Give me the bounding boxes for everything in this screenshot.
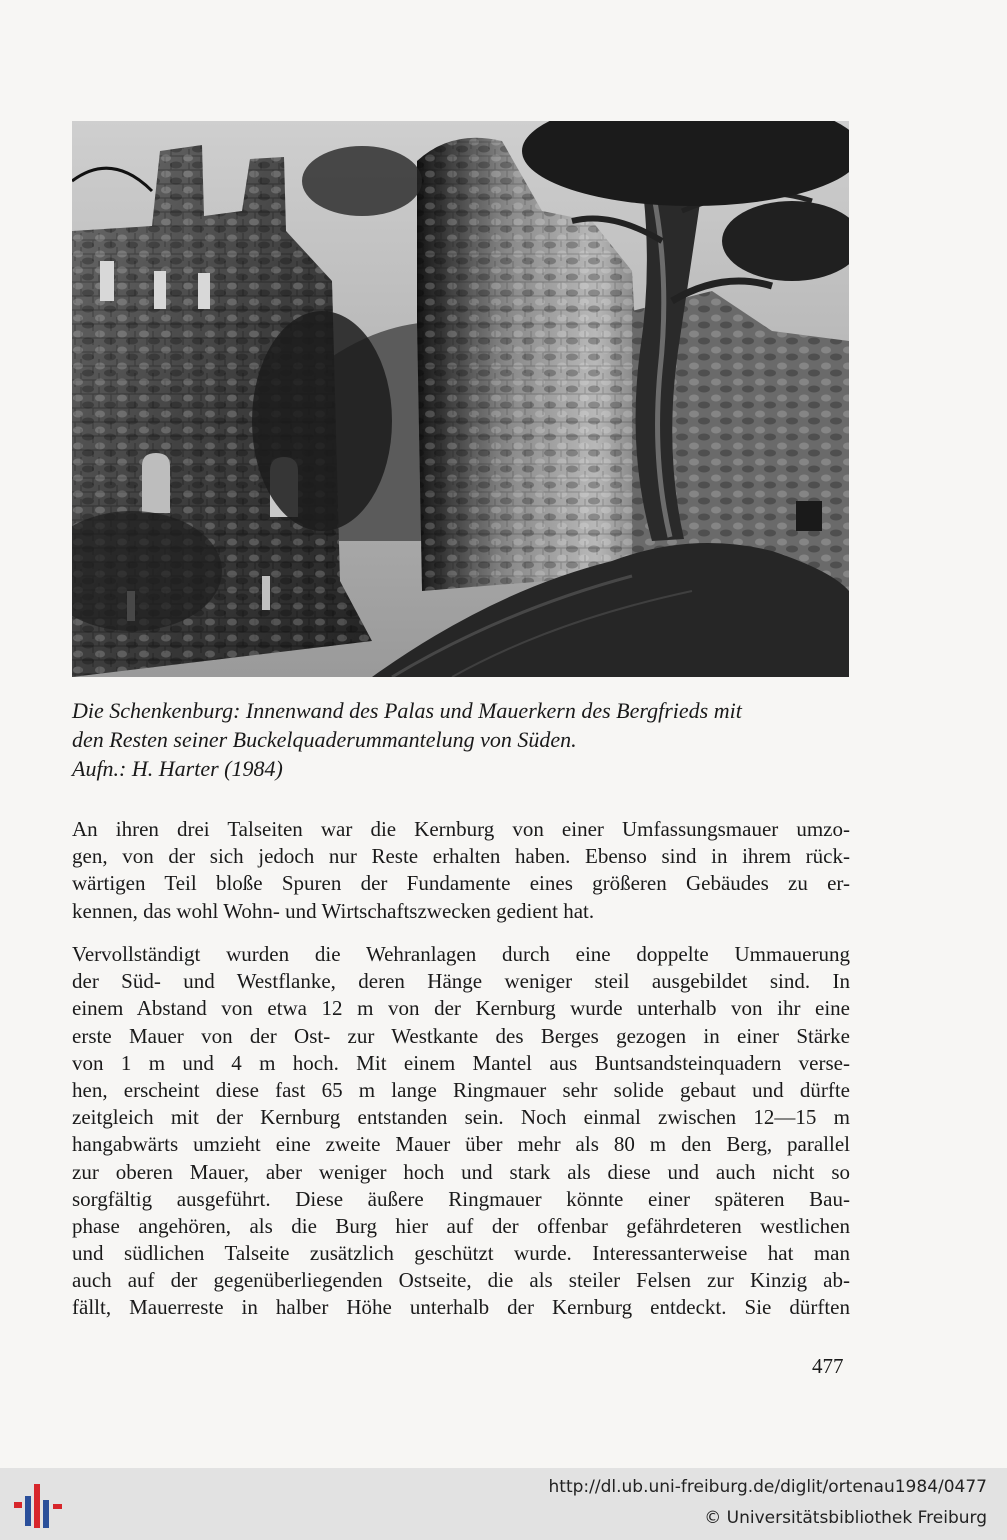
- text-line: auch auf der gegenüberliegenden Ostseite, die als steiler Felsen zur Kinzig ab-: [72, 1268, 850, 1293]
- text-line: einem Abstand von etwa 12 m von der Kernburg wurde unterhalb von ihr eine: [72, 996, 850, 1021]
- ub-freiburg-logo-icon[interactable]: [14, 1480, 64, 1532]
- text-line: phase angehören, als die Burg hier auf der offenbar gefährdeteren westlichen: [72, 1213, 850, 1238]
- text-line: der Süd- und Westflanke, deren Hänge weniger steil ausgebildet sind. In: [72, 969, 850, 994]
- text-line: zur oberen Mauer, aber weniger hoch und stark als diese und auch nicht so: [72, 1159, 850, 1184]
- text-line: An ihren drei Talseiten war die Kernburg von einer Umfassungsmauer umzo-: [72, 817, 850, 841]
- text-line: wärtigen Teil bloße Spuren der Fundamente eines größeren Gebäudes zu er-: [72, 871, 850, 896]
- text-line: von 1 m und 4 m hoch. Mit einem Mantel aus Buntsandsteinquadern verse-: [72, 1050, 850, 1075]
- text-line: erste Mauer von der Ost- zur Westkante des Berges gezogen in einer Stärke: [72, 1023, 850, 1048]
- photo-illustration: [72, 121, 849, 677]
- footer-bar: [0, 1468, 1007, 1540]
- text-line: kennen, das wohl Wohn- und Wirtschaftszwecken gedient hat.: [72, 898, 595, 923]
- text-line: Vervollständigt wurden die Wehranlagen durch eine doppelte Ummauerung: [72, 942, 850, 966]
- text-line: fällt, Mauerreste in halber Höhe unterhalb der Kernburg entdeckt. Sie dürften: [72, 1295, 850, 1320]
- paragraph-2: [72, 941, 850, 1322]
- paragraph-1: [72, 816, 850, 925]
- caption-line: den Resten seiner Buckelquaderummantelung von Süden.: [72, 727, 577, 752]
- photo-caption: [72, 696, 850, 783]
- text-line: hangabwärts umzieht eine zweite Mauer über mehr als 80 m den Berg, parallel: [72, 1132, 850, 1157]
- document-url-link[interactable]: http://dl.ub.uni-freiburg.de/diglit/ortenau1984/0477: [548, 1477, 987, 1497]
- copyright-notice: © Universitätsbibliothek Freiburg: [704, 1508, 987, 1528]
- text-line: und südlichen Talseite zusätzlich geschützt wurde. Interessanterweise hat man: [72, 1241, 850, 1266]
- text-line: sorgfältig ausgeführt. Diese äußere Ringmauer könnte einer späteren Bau-: [72, 1186, 850, 1211]
- castle-ruin-photo: [72, 121, 849, 677]
- photo-credit: Aufn.: H. Harter (1984): [72, 756, 283, 781]
- text-line: zeitgleich mit der Kernburg entstanden sein. Noch einmal zwischen 12—15 m: [72, 1105, 850, 1130]
- caption-line: Die Schenkenburg: Innenwand des Palas und Mauerkern des Bergfrieds mit: [72, 698, 742, 723]
- text-line: gen, von der sich jedoch nur Reste erhalten haben. Ebenso sind in ihrem rück-: [72, 844, 850, 869]
- text-line: hen, erscheint diese fast 65 m lange Ringmauer sehr solide gebaut und dürfte: [72, 1077, 850, 1102]
- page-number: 477: [812, 1354, 844, 1378]
